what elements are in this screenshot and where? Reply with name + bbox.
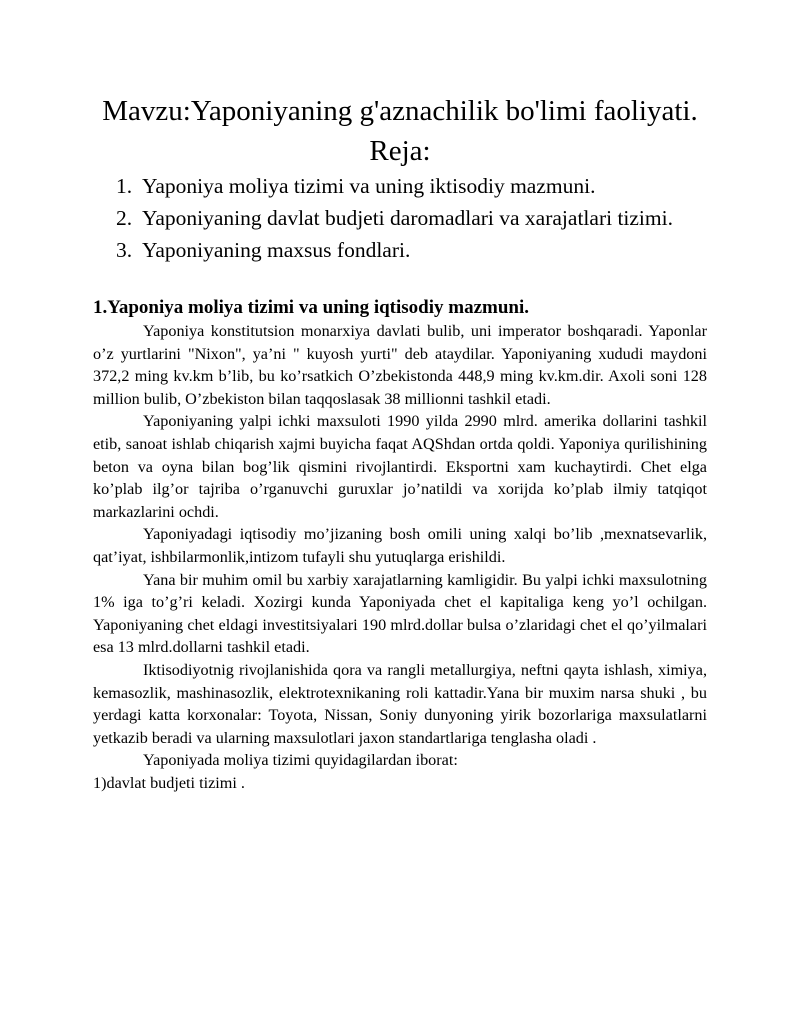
- document-body: [93, 320, 707, 794]
- plan-item-text: Yaponiyaning maxsus fondlari.: [142, 238, 411, 262]
- body-paragraph: Yaponiyada moliya tizimi quyidagilardan iborat:: [143, 751, 458, 770]
- body-paragraph: Yana bir muhim omil bu xarbiy xarajatlarning kamligidir. Bu yalpi ichki maxsulotning 1% iga to’g’ri keladi. Xozirgi kunda Yaponiyada chet el kapitaliga keng yo’l ochilgan. Yaponiyaning chet eldagi investitsiyalari 190 mlrd.dollar bulsa o’zlaridagi chet el qo’yilmalari esa 13 mlrd.dollarni tashkil etadi.: [93, 570, 707, 657]
- plan-item-text: Yaponiya moliya tizimi va uning iktisodiy mazmuni.: [142, 174, 596, 198]
- body-paragraph: Iktisodiyotnig rivojlanishida qora va rangli metallurgiya, neftni qayta ishlash, ximiya, kemasozlik, mashinasozlik, elektrotexnikaning roli kattadir.Yana bir muxim narsa shuki , bu yerdagi katta korxonalar: Toyota, Nissan, Soniy dunyoning yirik bozorlariga maxsulatlarni yetkazib beradi va ularning maxsulotlari jaxon standartlariga tenglasha oladi .: [93, 660, 707, 747]
- plan-list: [116, 170, 716, 266]
- plan-item-number: 3.: [116, 238, 133, 262]
- document-title: Mavzu:Yaponiyaning g'aznachilik bo'limi faoliyati.: [102, 95, 698, 127]
- plan-item-number: 2.: [116, 206, 133, 230]
- plan-item: [116, 234, 716, 266]
- plan-item-number: 1.: [116, 174, 133, 198]
- body-paragraph: Yaponiyaning yalpi ichki maxsuloti 1990 yilda 2990 mlrd. amerika dollarini tashkil etib, sanoat ishlab chiqarish xajmi buyicha faqat AQShdan ortda qoldi. Yaponiya qurilishining beton va oyna bilan bog’lik qismini rivojlantirdi. Eksportni xam kuchaytirdi. Chet elga ko’plab ilg’or tajriba o’rganuvchi guruxlar jo’natildi va xorijda ko’plab ilmiy tatqiqot markazlarini ochdi.: [93, 412, 707, 521]
- body-paragraph: Yaponiya konstitutsion monarxiya davlati bulib, uni imperator boshqaradi. Yaponlar o’z yurtlarini "Nixon", ya’ni " kuyosh yurti" deb ataydilar. Yaponiyaning xududi maydoni 372,2 ming kv.km b’lib, bu ko’rsatkich O’zbekistonda 448,9 ming kv.km.dir. Axoli soni 128 million bulib, O’zbekiston bilan taqqoslasak 38 millionni tashkil etadi.: [93, 322, 707, 408]
- plan-item-text: Yaponiyaning davlat budjeti daromadlari va xarajatlari tizimi.: [142, 206, 673, 230]
- plan-item: [116, 202, 716, 234]
- plan-item: [116, 170, 716, 202]
- plan-heading: Reja:: [369, 135, 431, 167]
- section-heading: 1.Yaponiya moliya tizimi va uning iqtisodiy mazmuni.: [93, 297, 530, 318]
- body-paragraph: Yaponiyadagi iqtisodiy mo’jizaning bosh omili uning xalqi bo’lib ,mexnatsevarlik, qat’iyat, ishbilarmonlik,intizom tufayli shu yutuqlarga erishildi.: [93, 525, 707, 566]
- body-list-line: 1)davlat budjeti tizimi .: [93, 773, 245, 792]
